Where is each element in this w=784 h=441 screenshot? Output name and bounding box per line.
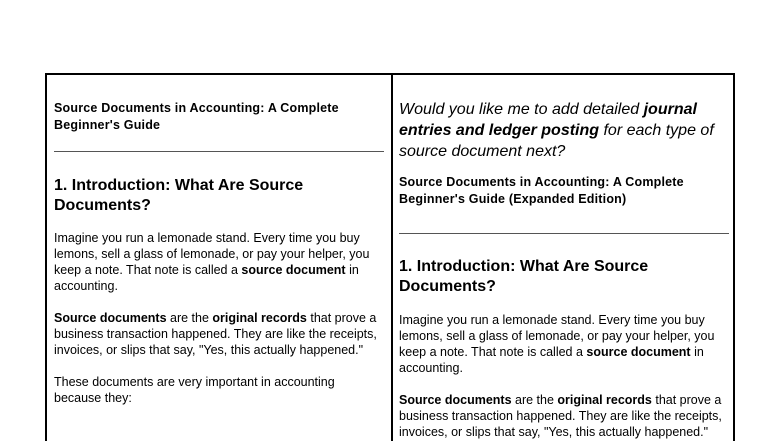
left-paragraph-1: Imagine you run a lemonade stand. Every time you buy lemons, sell a glass of lemonade, or pay your helper, you keep a note. That note is called a source document in accounting.	[54, 231, 370, 293]
column-divider	[391, 75, 393, 441]
left-doc-title: Source Documents in Accounting: A Complete Beginner's Guide	[54, 101, 339, 132]
left-separator	[54, 151, 384, 152]
follow-up-question-bold: journal entries and ledger posting	[399, 101, 697, 139]
left-column	[54, 75, 384, 406]
right-paragraph-2: Source documents are the original records that prove a business transaction happened. They are like the receipts, invoices, or slips that say, "Yes, this actually happened."	[399, 393, 722, 439]
two-column-frame	[45, 73, 735, 441]
right-p2-bold-term-2: original records	[557, 393, 652, 407]
follow-up-question: Would you like me to add detailed journal entries and ledger posting for each type of source document next?	[399, 101, 714, 160]
left-section-heading: 1. Introduction: What Are Source Documents?	[54, 177, 304, 214]
left-p2-bold-term-2: original records	[212, 311, 307, 325]
right-paragraph-1: Imagine you run a lemonade stand. Every time you buy lemons, sell a glass of lemonade, or pay your helper, you keep a note. That note is called a source document in accounting.	[399, 313, 715, 375]
right-p1-bold-term: source document	[586, 345, 691, 359]
left-paragraph-2: Source documents are the original records that prove a business transaction happened. They are like the receipts, invoices, or slips that say, "Yes, this actually happened."	[54, 311, 377, 357]
left-p1-bold-term: source document	[241, 263, 346, 277]
right-p2-bold-term-1: Source documents	[399, 393, 512, 407]
right-section-heading: 1. Introduction: What Are Source Documents?	[399, 258, 649, 295]
right-doc-title: Source Documents in Accounting: A Complete Beginner's Guide (Expanded Edition)	[399, 175, 684, 206]
left-p2-bold-term-1: Source documents	[54, 311, 167, 325]
right-separator	[399, 233, 729, 234]
right-column	[399, 75, 729, 440]
left-paragraph-3: These documents are very important in accounting because they:	[54, 375, 335, 405]
